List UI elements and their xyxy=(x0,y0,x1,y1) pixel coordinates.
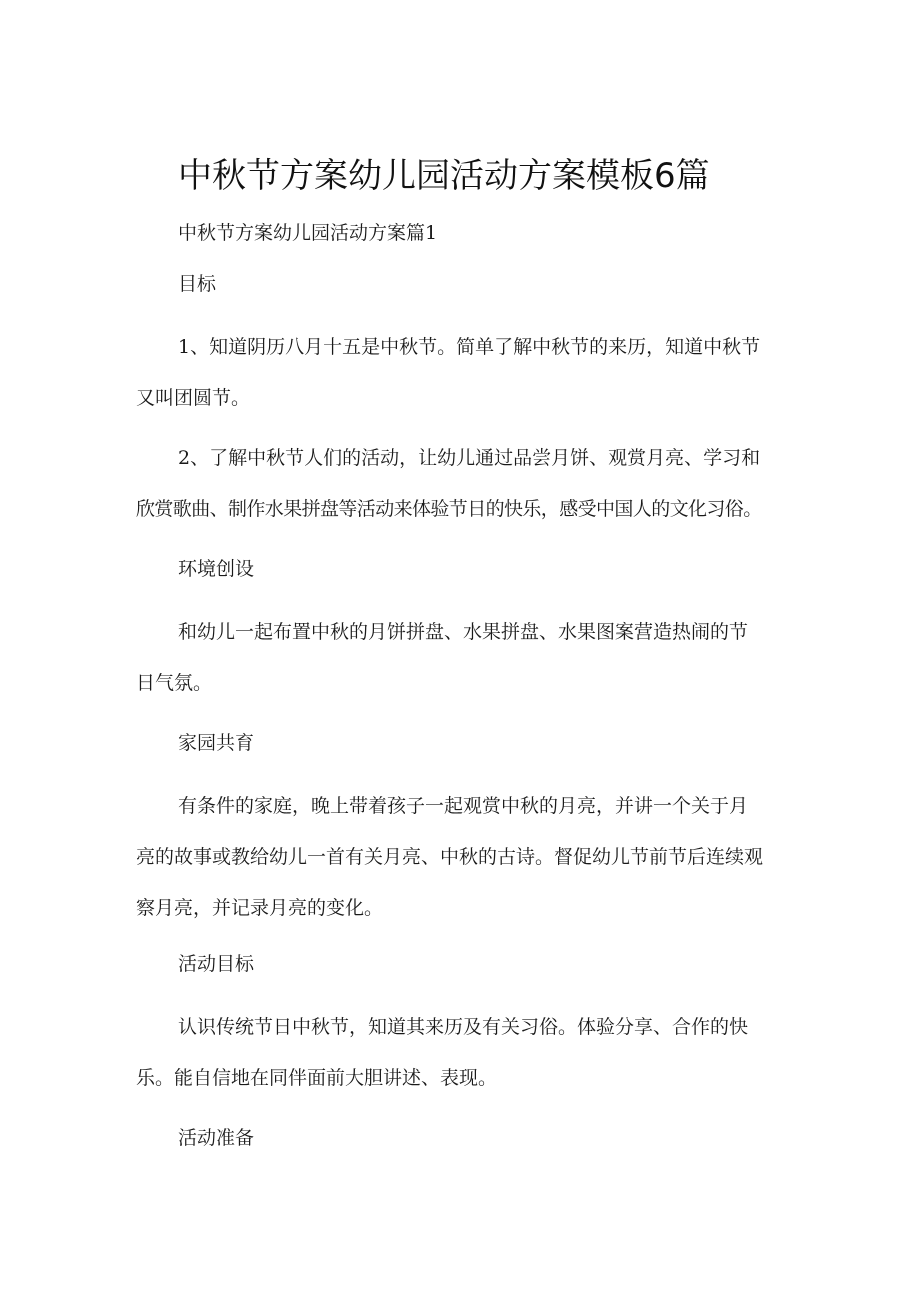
section-subtitle: 中秋节方案幼儿园活动方案篇1 xyxy=(178,222,438,244)
paragraph-environment xyxy=(136,607,796,709)
heading-goal: 目标 xyxy=(178,273,217,295)
paragraph-line: 有条件的家庭，晚上带着孩子一起观赏中秋的月亮，并讲一个关于月 xyxy=(178,795,749,817)
paragraph-line: 乐。能自信地在同伴面前大胆讲述、表现。 xyxy=(136,1067,498,1089)
paragraph-line: 日气氛。 xyxy=(136,672,213,694)
paragraph-home xyxy=(136,781,796,934)
paragraph-goal-2 xyxy=(136,433,796,535)
heading-preparation: 活动准备 xyxy=(178,1127,255,1149)
paragraph-line: 又叫团圆节。 xyxy=(136,387,251,409)
document-title: 中秋节方案幼儿园活动方案模板6篇 xyxy=(178,156,710,196)
paragraph-line: 2、了解中秋节人们的活动，让幼儿通过品尝月饼、观赏月亮、学习和 xyxy=(178,447,761,469)
paragraph-line: 认识传统节日中秋节，知道其来历及有关习俗。体验分享、合作的快 xyxy=(178,1016,749,1038)
paragraph-goal-1 xyxy=(136,322,796,424)
paragraph-line: 亮的故事或教给幼儿一首有关月亮、中秋的古诗。督促幼儿节前节后连续观 xyxy=(136,846,764,868)
paragraph-activity-goal xyxy=(136,1002,796,1104)
paragraph-line: 和幼儿一起布置中秋的月饼拼盘、水果拼盘、水果图案营造热闹的节 xyxy=(178,621,749,643)
heading-environment: 环境创设 xyxy=(178,558,255,580)
heading-home: 家园共育 xyxy=(178,732,255,754)
paragraph-line: 1、知道阴历八月十五是中秋节。简单了解中秋节的来历，知道中秋节 xyxy=(178,336,761,358)
paragraph-line: 欣赏歌曲、制作水果拼盘等活动来体验节日的快乐，感受中国人的文化习俗。 xyxy=(136,498,762,520)
paragraph-line: 察月亮，并记录月亮的变化。 xyxy=(136,897,384,919)
heading-activity-goal: 活动目标 xyxy=(178,953,255,975)
